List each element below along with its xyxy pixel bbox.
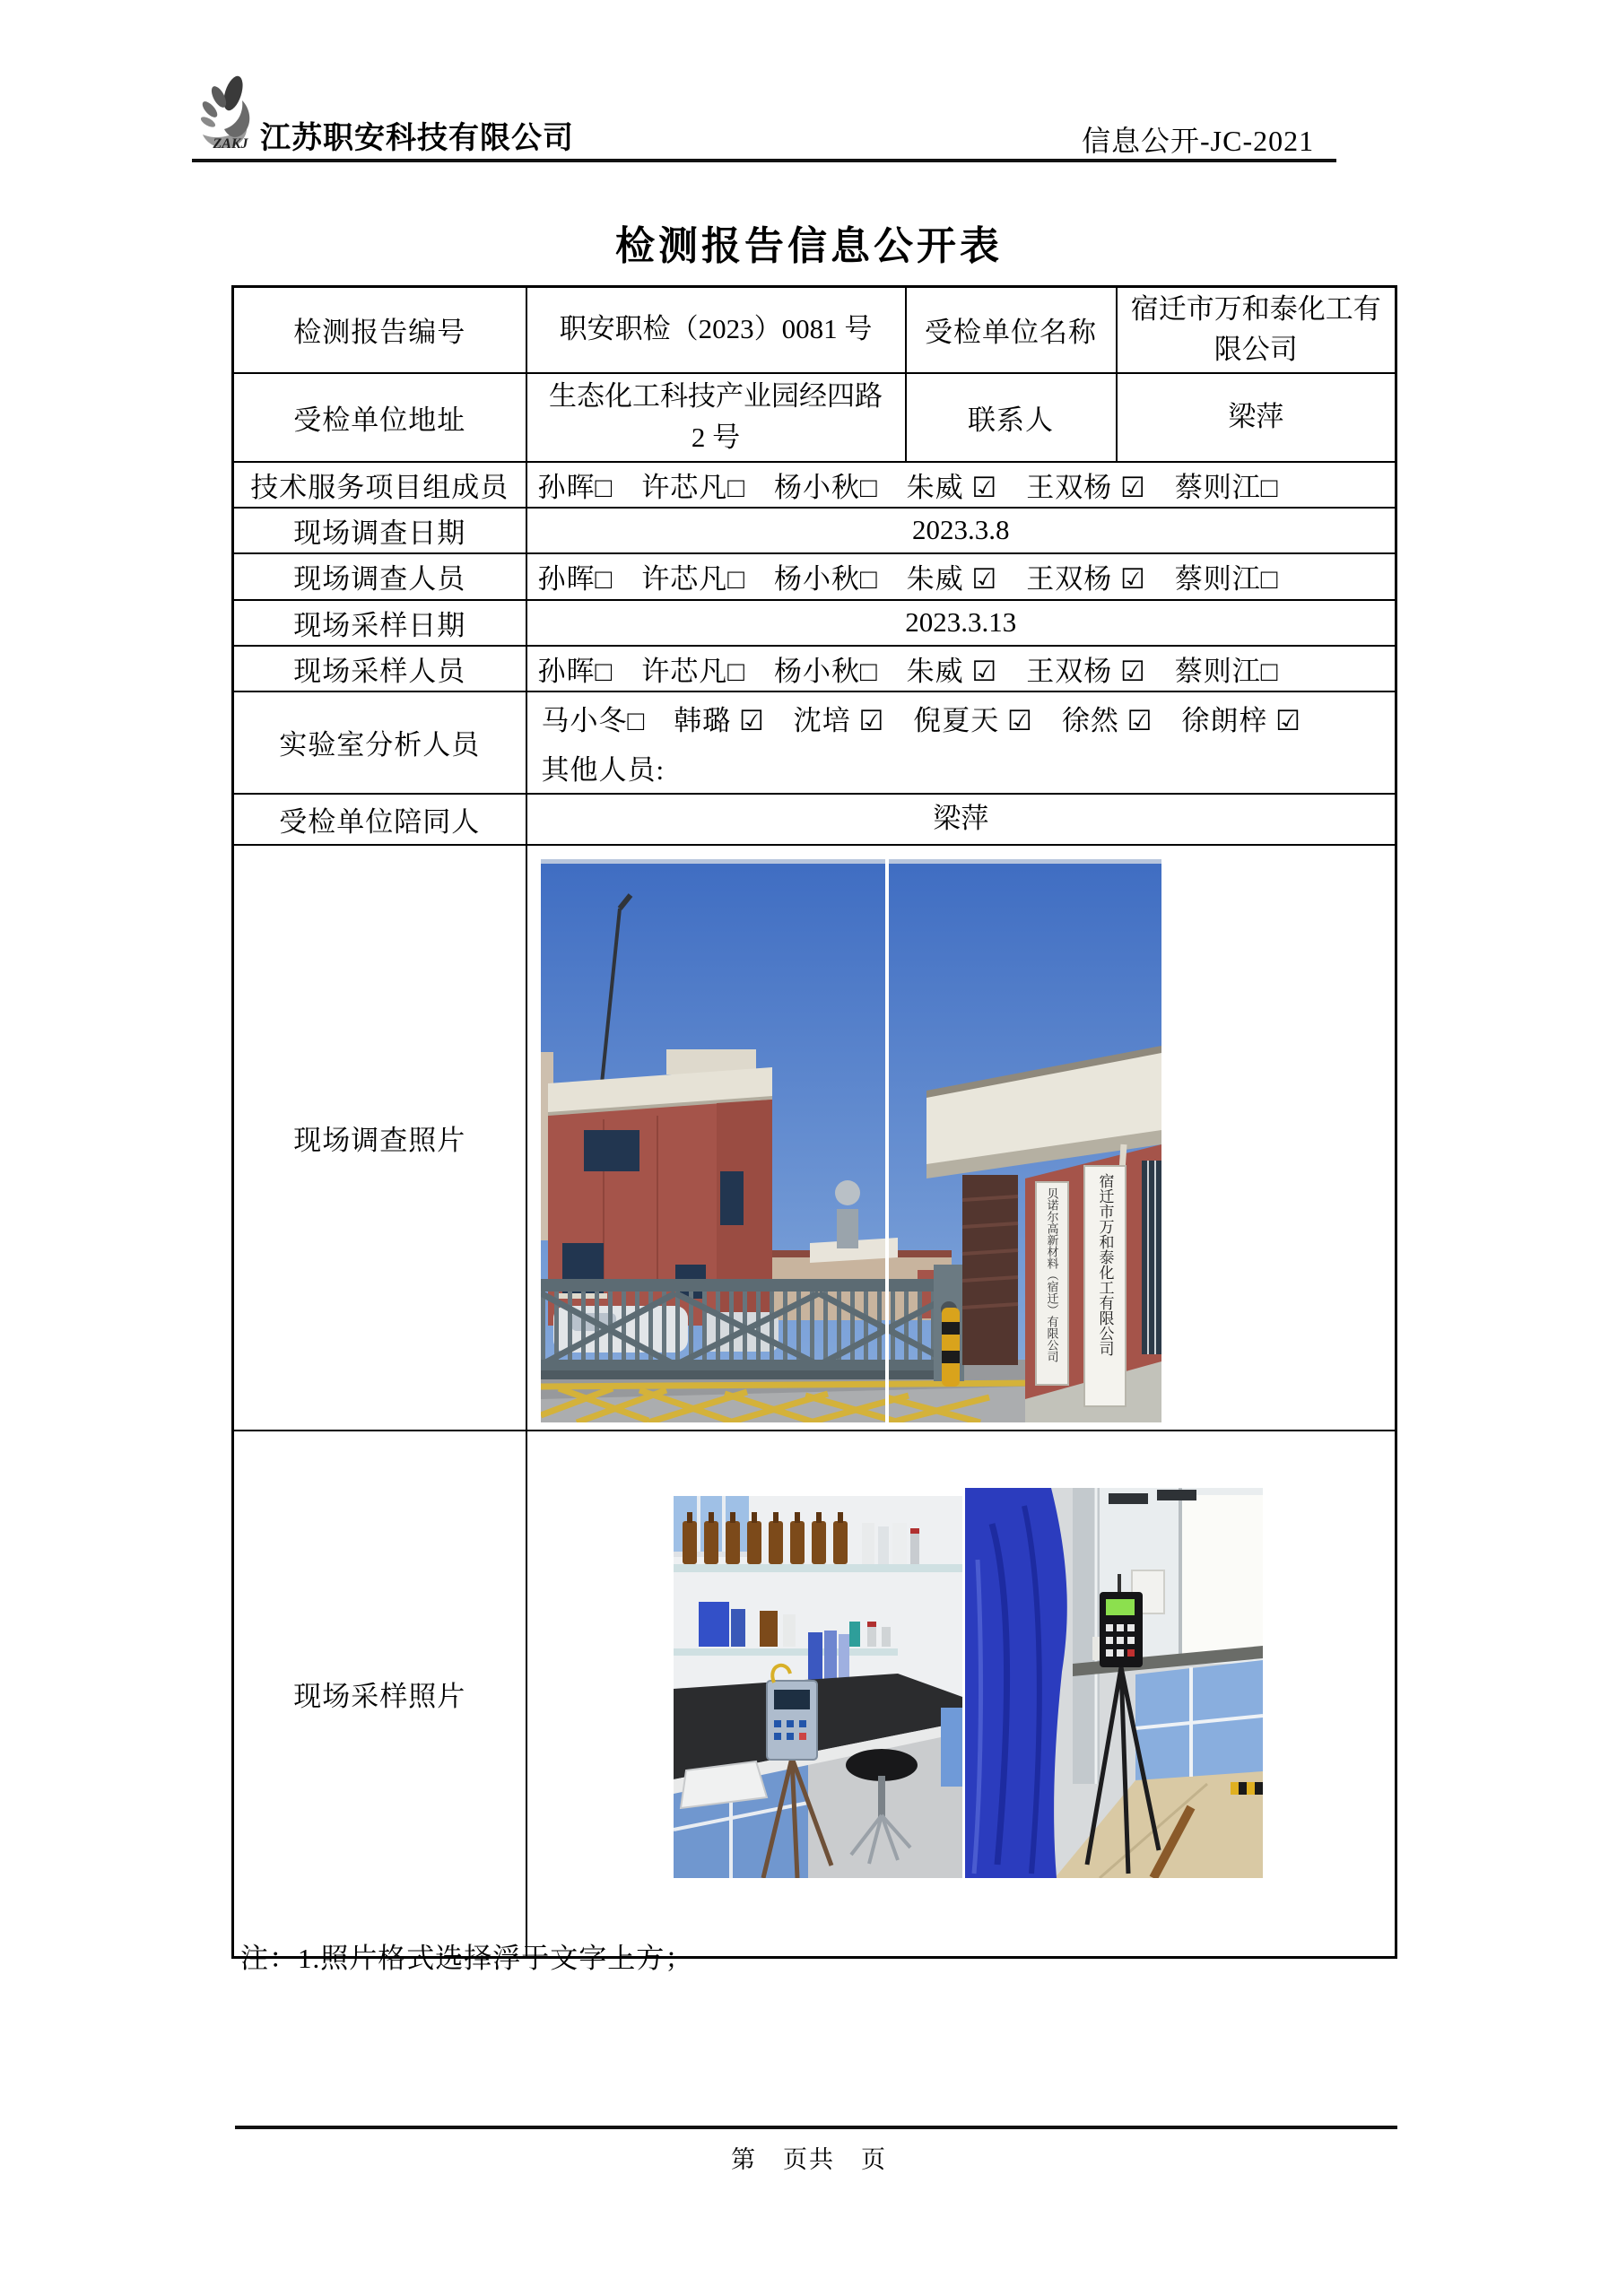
unit-addr-line2: 2 号: [691, 422, 741, 454]
contact-value: 梁萍: [1117, 373, 1396, 462]
survey-photo: [541, 859, 1161, 1422]
team-label: 技术服务项目组成员: [233, 462, 526, 508]
gate-sign-right-text: 宿迁市万和泰化工有限公司: [1096, 1172, 1113, 1356]
footer-rule: [235, 2126, 1397, 2129]
table-row: [233, 508, 1396, 553]
survey-staff-label: 现场调查人员: [233, 553, 526, 600]
lab-cabinets-right: [1135, 1660, 1263, 1780]
table-row: [233, 600, 1396, 646]
table-row: [233, 691, 1396, 794]
header-rule: [192, 159, 1336, 162]
sample-date-value: 2023.3.13: [526, 600, 1396, 646]
sample-date-label: 现场采样日期: [233, 600, 526, 646]
hazard-tape: [1231, 1782, 1263, 1795]
unit-addr-label: 受检单位地址: [233, 373, 526, 462]
doc-code: 信息公开-JC-2021: [1082, 125, 1315, 157]
sample-photo-left: [674, 1496, 962, 1878]
footer-page-text: 第 页共 页: [731, 2146, 887, 2173]
contact-label: 联系人: [906, 373, 1117, 462]
table-row: [233, 646, 1396, 691]
table-row: [233, 462, 1396, 508]
report-no-label: 检测报告编号: [233, 287, 526, 373]
report-info-table: [231, 285, 1397, 1959]
survey-photo-label: 现场调查照片: [233, 845, 526, 1431]
survey-photo-cell: [526, 845, 1396, 1431]
unit-name-value: 宿迁市万和泰化工有限公司: [1117, 287, 1396, 373]
sample-photo-label: 现场采样照片: [233, 1431, 526, 1958]
unit-name-label: 受检单位名称: [906, 287, 1117, 373]
note-text: 注：1.照片格式选择浮于文字上方；: [240, 1943, 694, 1974]
table-row: [233, 287, 1396, 373]
report-no-value: 职安职检（2023）0081 号: [526, 287, 906, 373]
lab-staff-members: [526, 691, 1396, 794]
table-row: [233, 553, 1396, 600]
unit-addr-line1: 生态化工科技产业园经四路: [549, 379, 883, 412]
bollard: [942, 1308, 960, 1387]
page-title: 检测报告信息公开表: [615, 224, 1003, 268]
factory-gate: [541, 1265, 964, 1381]
escort-label: 受检单位陪同人: [233, 794, 526, 845]
gate-sign-left-text: 贝诺尔高新材料（宿迁）有限公司: [1045, 1187, 1058, 1362]
sample-photo-cell: [526, 1431, 1396, 1958]
photo-seam: [885, 859, 889, 1422]
lab-staff-line1: 马小冬□ 韩璐 ☑ 沈培 ☑ 倪夏天 ☑ 徐然 ☑ 徐朗梓 ☑: [541, 704, 1301, 736]
technician: [965, 1488, 1067, 1878]
unit-addr-value: [526, 373, 906, 462]
table-row: [233, 373, 1396, 462]
book-rack: [805, 1631, 853, 1681]
survey-date-label: 现场调查日期: [233, 508, 526, 553]
survey-staff-members: 孙晖□ 许芯凡□ 杨小秋□ 朱威 ☑ 王双杨 ☑ 蔡则江□: [526, 553, 1396, 600]
sample-photo-right: [965, 1488, 1263, 1878]
company-name: 江苏职安科技有限公司: [260, 122, 574, 155]
survey-date-value: 2023.3.8: [526, 508, 1396, 553]
glass-shelf: [674, 1564, 962, 1572]
lab-staff-line2: 其他人员:: [541, 753, 665, 786]
team-members: 孙晖□ 许芯凡□ 杨小秋□ 朱威 ☑ 王双杨 ☑ 蔡则江□: [526, 462, 1396, 508]
table-row: [233, 1431, 1396, 1958]
sample-staff-members: 孙晖□ 许芯凡□ 杨小秋□ 朱威 ☑ 王双杨 ☑ 蔡则江□: [526, 646, 1396, 691]
lab-staff-label: 实验室分析人员: [233, 691, 526, 794]
escort-value: 梁萍: [526, 794, 1396, 845]
table-row: [233, 845, 1396, 1431]
zakj-logo-text: ZAKJ: [213, 136, 248, 152]
table-row: [233, 794, 1396, 845]
sample-staff-label: 现场采样人员: [233, 646, 526, 691]
